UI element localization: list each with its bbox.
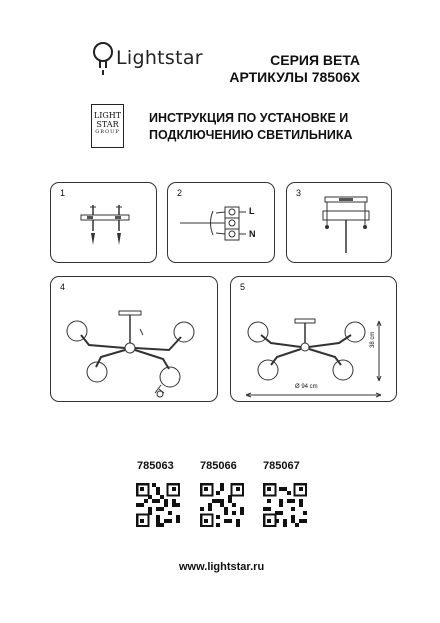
instruction-title	[149, 110, 353, 144]
panel-5	[230, 276, 397, 402]
group-logo-line3: GROUP	[95, 129, 120, 135]
article-code-3: 785067	[263, 460, 300, 472]
height-dimension-label: 38 cm	[370, 331, 376, 348]
brand-name: Lightstar	[116, 47, 203, 69]
panel-3-number: 3	[296, 188, 302, 198]
qr-code-785066[interactable]	[200, 483, 244, 527]
panel-3	[286, 182, 392, 263]
panel-2	[167, 182, 275, 263]
canopy-mount-illustration	[287, 183, 393, 264]
width-dimension-label: Ø 94 cm	[295, 384, 318, 390]
panel-4-number: 4	[60, 282, 66, 292]
wiring-terminal-illustration	[168, 183, 276, 264]
bulb-logo-icon	[92, 40, 116, 76]
terminal-label-n: N	[249, 229, 256, 239]
qr-code-785063[interactable]	[136, 483, 180, 527]
website-url[interactable]: www.lightstar.ru	[179, 561, 265, 573]
article-code-1: 785063	[137, 460, 174, 472]
mounting-plate-illustration	[51, 183, 158, 264]
lightstar-group-logo	[91, 104, 124, 148]
shade-installation-illustration	[51, 277, 219, 403]
group-logo-line2: STAR	[96, 120, 119, 129]
articles-title: АРТИКУЛЫ 78506X	[229, 69, 360, 85]
instruction-line2: ПОДКЛЮЧЕНИЮ СВЕТИЛЬНИКА	[149, 128, 353, 142]
panel-1-number: 1	[60, 188, 66, 198]
panel-5-number: 5	[240, 282, 246, 292]
panel-2-number: 2	[177, 188, 183, 198]
panel-4	[50, 276, 218, 402]
qr-code-785067[interactable]	[263, 483, 307, 527]
panel-1	[50, 182, 157, 263]
instruction-line1: ИНСТРУКЦИЯ ПО УСТАНОВКЕ И	[149, 111, 349, 125]
brand-logo	[92, 40, 222, 80]
group-logo-line1: LIGHT	[93, 111, 122, 120]
article-code-2: 785066	[200, 460, 237, 472]
terminal-label-l: L	[249, 206, 255, 216]
series-title: СЕРИЯ BETA	[270, 52, 360, 68]
